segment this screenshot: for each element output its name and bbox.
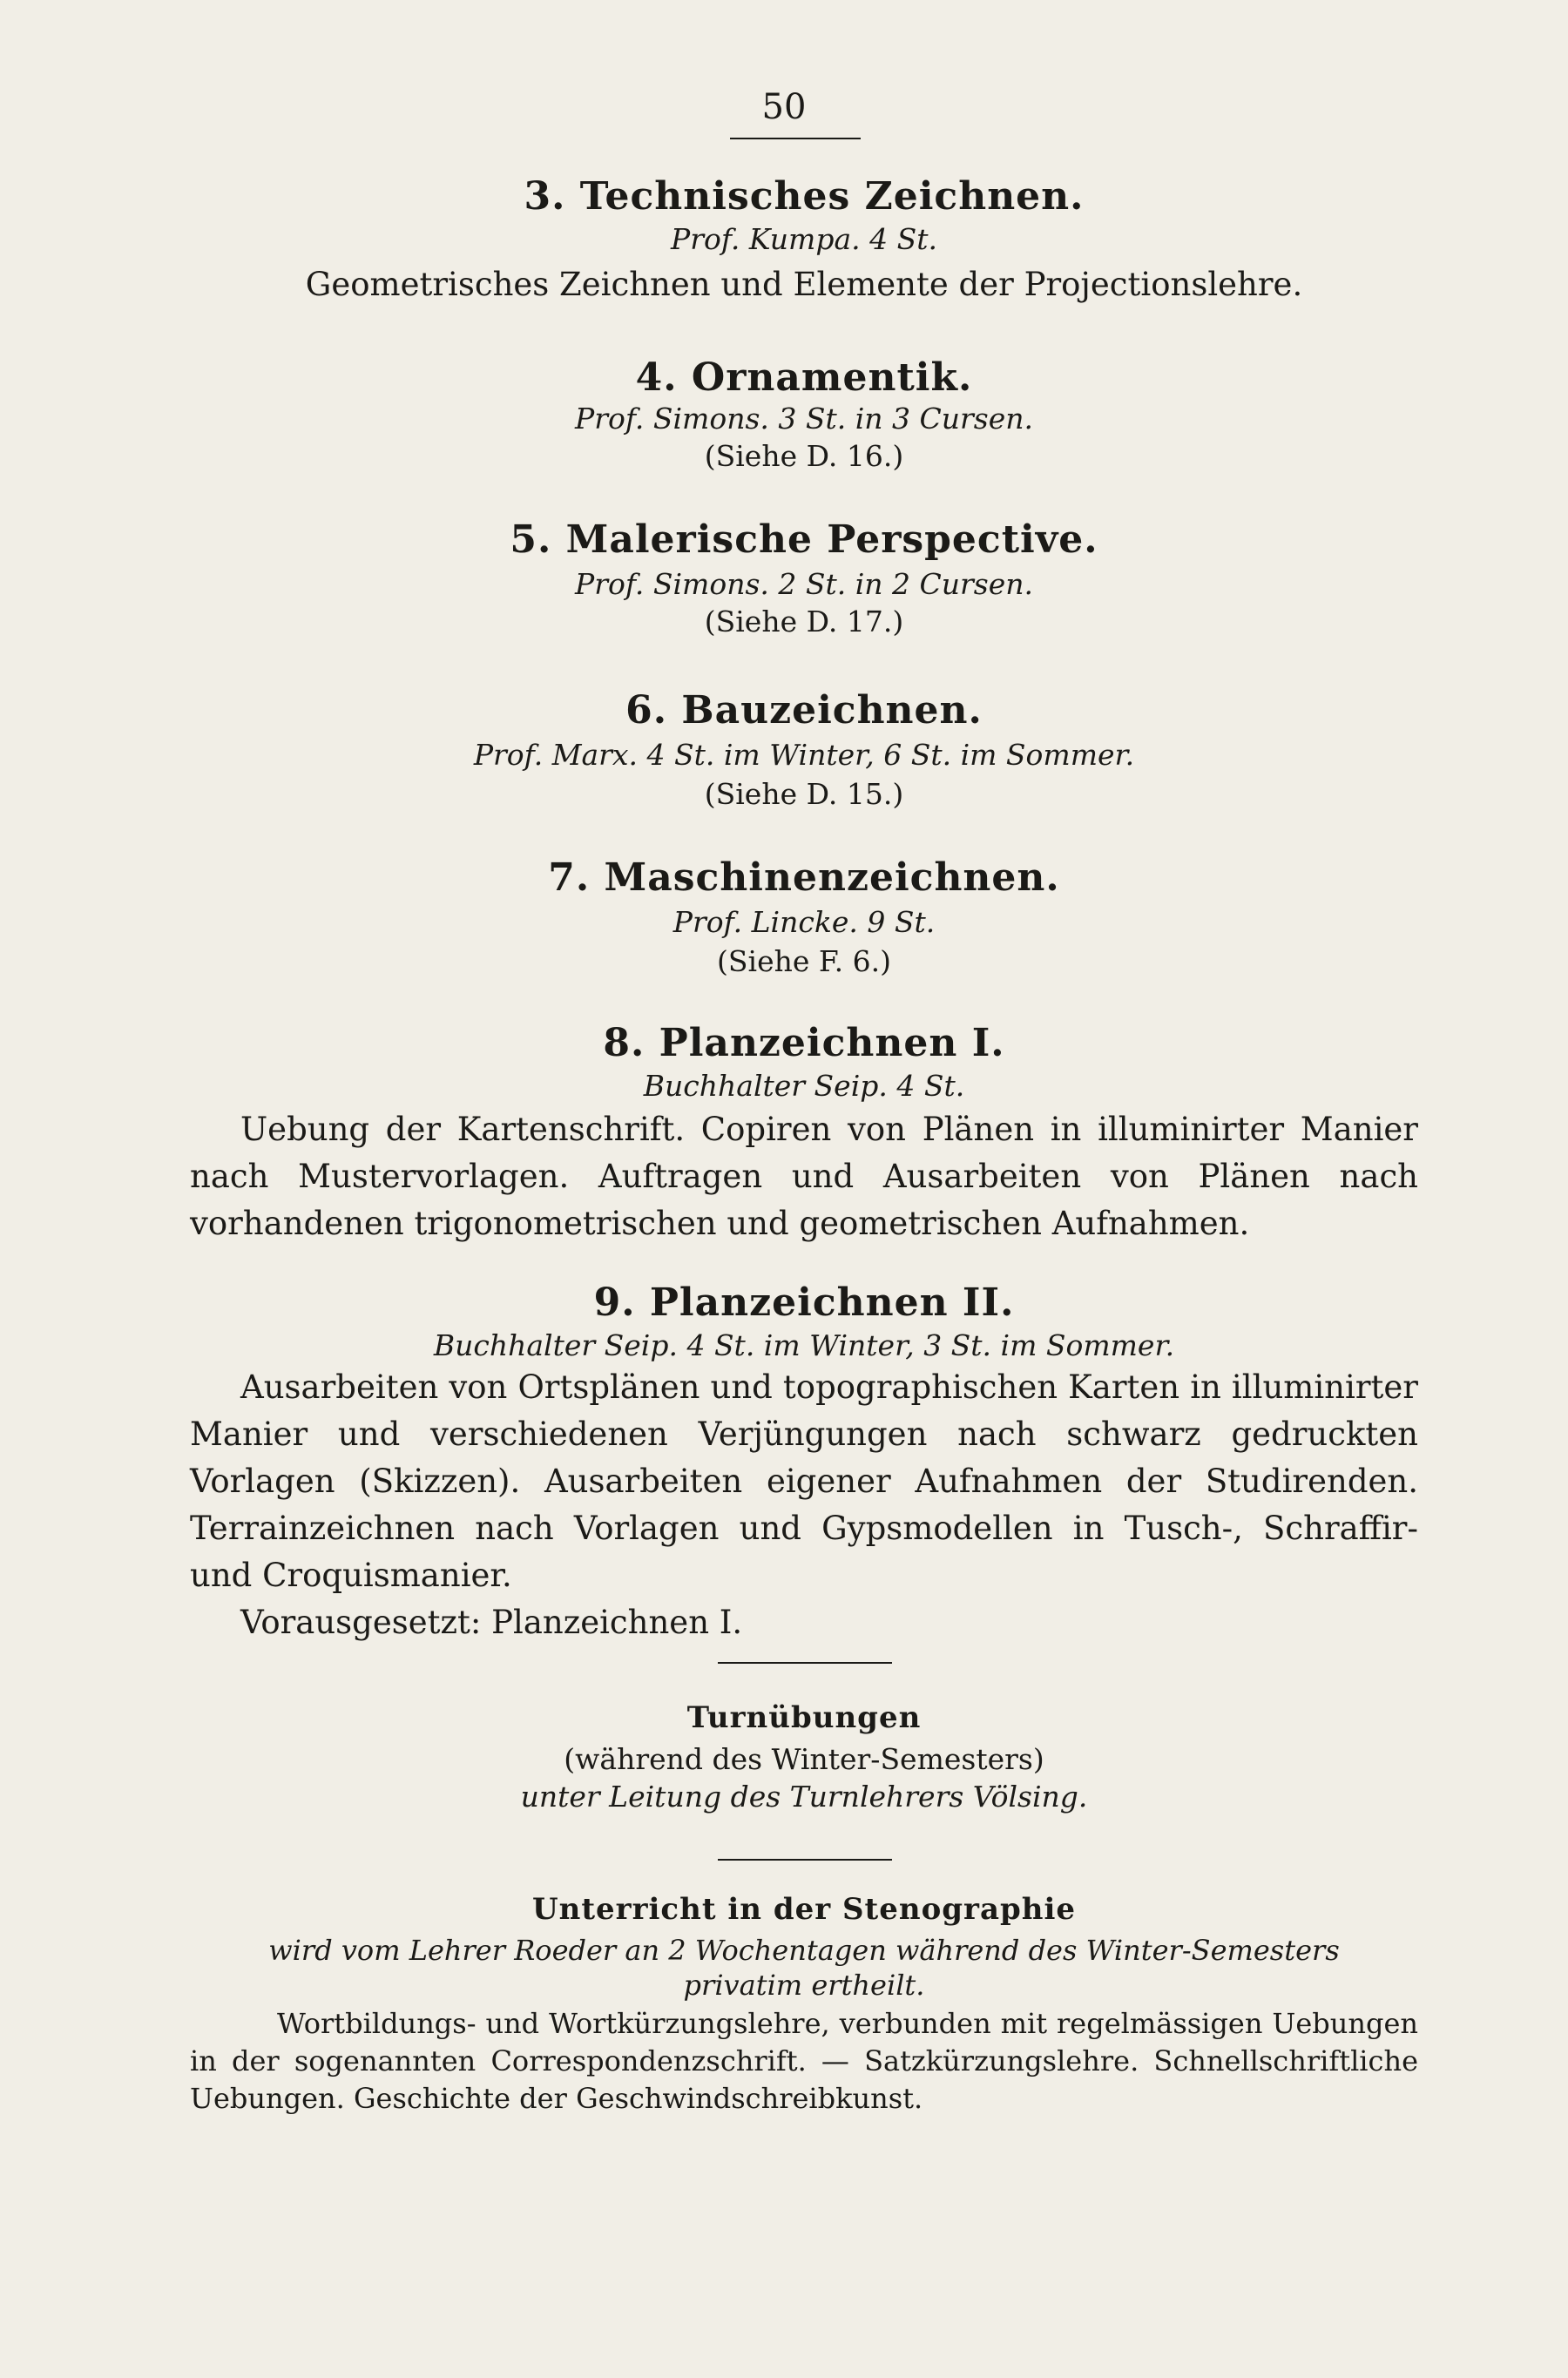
- section-5-heading: 5. Malerische Perspective.: [510, 517, 1098, 562]
- section-3-heading: 3. Technisches Zeichnen.: [524, 174, 1085, 219]
- section-9-heading: 9. Planzeichnen II.: [593, 1280, 1015, 1325]
- section-divider: [718, 1859, 892, 1861]
- section-divider: [718, 1662, 892, 1664]
- section-9-text: Ausarbeiten von Ortsplänen und topographischen Karten in illuminirter Manier und verschiedenen Verjüngungen nach schwarz gedruckten Vorlagen (Skizzen). Ausarbeiten eigener Aufnahmen der Studirenden. Terrainzeichnen nach Vorlagen und Gypsmodellen in Tusch-, Schraffir- und Croquismanier.: [190, 1368, 1418, 1594]
- section-6-heading: 6. Bauzeichnen.: [625, 688, 983, 733]
- steno-line-2: privatim ertheilt.: [683, 1969, 925, 2002]
- turn-line-1: (während des Winter-Semesters): [564, 1742, 1044, 1776]
- section-5-ref: (Siehe D. 17.): [704, 605, 904, 638]
- steno-text: Wortbildungs- und Wortkürzungslehre, verbunden mit regelmässigen Uebungen in der sogenannten Correspondenzschrift. — Satzkürzungslehre. Schnellschriftliche Uebungen. Geschichte der Geschwindschreibkunst.: [190, 2007, 1418, 2115]
- section-8: [190, 1021, 1418, 1247]
- section-9-prerequisite: Vorausgesetzt: Planzeichnen I.: [240, 1604, 743, 1641]
- section-4-heading: 4. Ornamentik.: [635, 355, 973, 400]
- section-8-teacher: Buchhalter Seip. 4 St.: [643, 1069, 965, 1103]
- section-4-ref: (Siehe D. 16.): [704, 439, 904, 473]
- steno-heading: Unterricht in der Stenographie: [531, 1892, 1077, 1927]
- section-7: [190, 855, 1418, 978]
- section-3-teacher: Prof. Kumpa. 4 St.: [671, 222, 937, 256]
- section-6: [190, 688, 1418, 811]
- turn-line-2: unter Leitung des Turnlehrers Völsing.: [520, 1780, 1088, 1814]
- section-4-teacher: Prof. Simons. 3 St. in 3 Cursen.: [575, 402, 1033, 436]
- section-9-teacher: Buchhalter Seip. 4 St. im Winter, 3 St. im Sommer.: [433, 1328, 1175, 1362]
- section-8-heading: 8. Planzeichnen I.: [603, 1021, 1005, 1065]
- steno-section: [190, 1892, 1418, 2118]
- section-5-teacher: Prof. Simons. 2 St. in 2 Cursen.: [575, 567, 1033, 601]
- section-3-text: Geometrisches Zeichnen und Elemente der Projectionslehre.: [305, 266, 1303, 303]
- section-9: [190, 1280, 1418, 1646]
- section-7-teacher: Prof. Lincke. 9 St.: [672, 905, 936, 939]
- page-number: 50: [761, 87, 807, 127]
- section-3: [190, 174, 1418, 308]
- section-7-ref: (Siehe F. 6.): [717, 944, 891, 978]
- section-7-heading: 7. Maschinenzeichnen.: [548, 855, 1060, 900]
- turn-heading: Turnübungen: [686, 1700, 922, 1735]
- section-6-ref: (Siehe D. 15.): [704, 777, 904, 811]
- section-6-teacher: Prof. Marx. 4 St. im Winter, 6 St. im Sommer.: [473, 738, 1135, 772]
- section-5: [190, 517, 1418, 638]
- turn-section: [190, 1700, 1418, 1814]
- section-4: [190, 355, 1418, 473]
- section-8-text: Uebung der Kartenschrift. Copiren von Plänen in illuminirter Manier nach Mustervorlagen. Auftragen und Ausarbeiten von Plänen nach vorhandenen trigonometrischen und geometrischen Aufnahmen.: [190, 1111, 1418, 1242]
- page-number-rule: [730, 138, 861, 139]
- steno-line-1: wird vom Lehrer Roeder an 2 Wochentagen während des Winter-Semesters: [268, 1934, 1340, 1967]
